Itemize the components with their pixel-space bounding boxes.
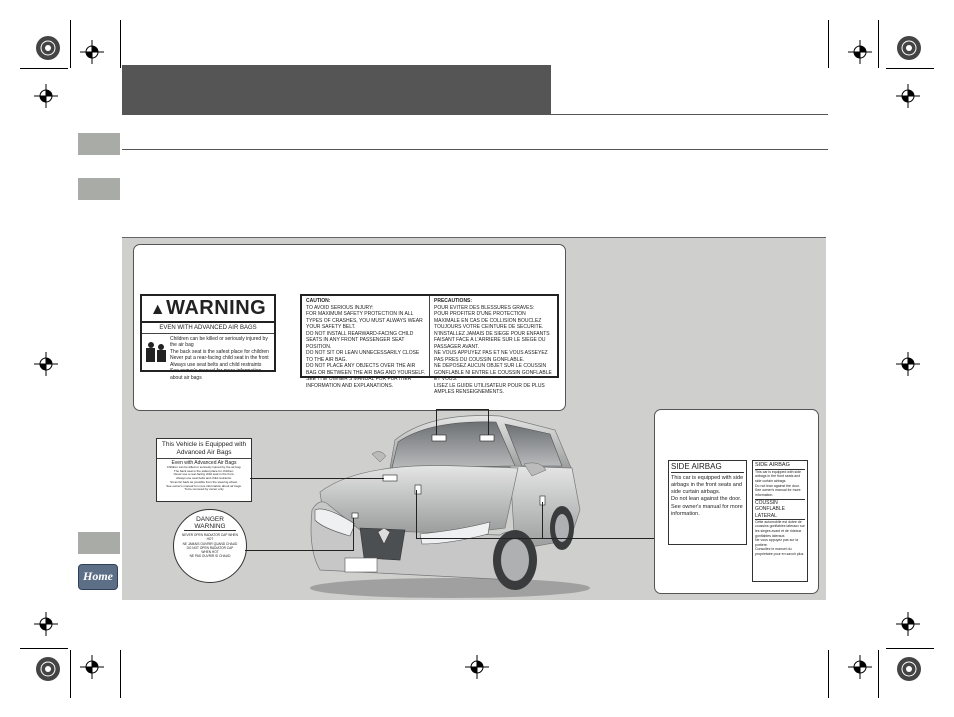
crop-line (886, 68, 934, 69)
warning-line: The back seat is the safest place for children (170, 348, 269, 355)
warning-subheading: EVEN WITH ADVANCED AIR BAGS (142, 325, 274, 334)
doorjamb-line: Children can be killed or seriously injured by the air bag. (166, 464, 242, 469)
warning-line: Children can be killed or seriously injured by the air bag (170, 335, 268, 348)
leader-line (436, 409, 489, 410)
danger-line: DO NOT OPEN RADIATOR CAP WHEN HOT (186, 545, 234, 554)
radiator-cap-danger-label (173, 509, 247, 583)
side-airbag-line: This car is equipped with side airbags in the front seats and side curtain airbags. (671, 475, 744, 496)
precautions-line: POUR PROFITER D'UNE PROTECTION MAXIMALE EN CAS DE COLLISION BOUCLEZ TOUJOURS VOTRE CEINTURE DE SECURITE. (434, 311, 544, 330)
caution-sub: TO AVOID SERIOUS INJURY: (306, 304, 374, 311)
doorjamb-line: Never use a rear-facing child seat in the front. (173, 472, 235, 477)
caution-column (302, 296, 430, 389)
crop-line (120, 20, 121, 68)
side-airbag-bilingual-label (752, 460, 808, 582)
caution-title: CAUTION: (306, 298, 331, 304)
crop-line (20, 68, 68, 69)
crosshair-mark (896, 352, 920, 376)
precautions-line: NE DEPOSEZ AUCUN OBJET SUR LE COUSSIN GONFLABLE NI ENTRE LE COUSSIN GONFLABLE ET VOUS. (434, 363, 552, 382)
crop-line (828, 20, 829, 68)
leader-line (542, 502, 543, 538)
leader-line (250, 478, 384, 479)
crop-line (878, 650, 879, 698)
crosshair-mark (896, 84, 920, 108)
doorjamb-sub: Even with Advanced Air Bags (171, 459, 237, 466)
leader-line (245, 550, 353, 551)
side-tab[interactable] (78, 178, 120, 200)
precautions-column (430, 296, 557, 395)
danger-heading: DANGER (196, 516, 224, 523)
warning-triangle-icon: ▲ (149, 301, 167, 318)
crop-line (120, 650, 121, 698)
home-button[interactable] (78, 564, 118, 590)
danger-line: NEVER OPEN RADIATOR CAP WHEN HOT (182, 533, 238, 542)
side-airbag-label (668, 460, 747, 545)
doorjamb-label (156, 438, 252, 502)
leader-line (436, 409, 437, 435)
side-tab[interactable] (78, 133, 120, 155)
doorjamb-title-2: Advanced Air Bags (157, 449, 251, 459)
crop-line (878, 20, 879, 68)
car-illustration (300, 410, 590, 600)
crop-line (70, 20, 71, 68)
crop-line (828, 650, 829, 698)
crosshair-mark (34, 612, 58, 636)
crop-line (70, 650, 71, 698)
danger-heading-2: WARNING (184, 523, 236, 531)
precautions-title: PRECAUTIONS: (434, 298, 473, 304)
caution-line: DO NOT PLACE ANY OBJECTS OVER THE AIR BAG OR BETWEEN THE AIR BAG AND YOURSELF. (306, 363, 426, 376)
doorjamb-line: Always use seat belts and child restraints. (176, 476, 232, 481)
precautions-sub: POUR EVITER DES BLESSURES GRAVES: (434, 304, 535, 311)
precautions-line: LISEZ LE GUIDE UTILISATEUR POUR DE PLUS AMPLES RENSEIGNEMENTS. (434, 382, 545, 395)
leader-line (416, 490, 417, 538)
side-airbag-fr-line: Consultez le manuel du proprietaire pour en savoir plus. (755, 547, 805, 556)
side-airbag-fr-heading-2: COUSSIN GONFLABLE LATERAL (755, 499, 805, 520)
side-airbag-fr-line: See owner's manual for more information. (755, 488, 801, 497)
registration-mark-bottom-left (34, 655, 62, 683)
doorjamb-footer: To be removed by owner only (184, 487, 224, 492)
crosshair-mark (896, 612, 920, 636)
crosshair-mark (465, 655, 489, 679)
leader-line (488, 409, 489, 435)
sunvisor-label (300, 294, 559, 395)
crosshair-mark (80, 655, 104, 679)
warning-line: See owner's manual for more information about air bags (170, 368, 262, 381)
caution-line: FOR MAXIMUM SAFETY PROTECTION IN ALL TYPES OF CRASHES, YOU MUST ALWAYS WEAR YOUR SAFETY BELT. (306, 311, 423, 330)
warning-line: Never put a rear-facing child seat in the front (170, 355, 269, 361)
crosshair-mark (848, 655, 872, 679)
home-button-label: Home (83, 569, 113, 583)
side-airbag-line: See owner's manual for more information. (671, 503, 743, 517)
caution-line: SEE THE OWNER'S MANUAL FOR FURTHER INFORMATION AND EXPLANATIONS. (306, 376, 412, 389)
child-seat-airbag-icon (144, 338, 168, 368)
warning-label (140, 294, 276, 381)
chapter-title-bar (122, 65, 551, 114)
warning-heading: ▲WARNING (142, 296, 274, 323)
doorjamb-line: See owner's manual for more information about air bags. (166, 483, 242, 488)
registration-mark-top-right (895, 34, 923, 62)
caution-line: DO NOT SIT OR LEAN UNNECESSARILY CLOSE TO THE AIR BAG. (306, 350, 420, 363)
danger-line: NE JAMAIS OUVRIR QUAND CHAUD (182, 541, 238, 546)
warning-line: Always use seat belts and child restraints (170, 361, 262, 368)
crop-line (20, 648, 68, 649)
doorjamb-line: The back seat is the safest place for children. (173, 468, 235, 473)
side-tab-index[interactable] (78, 532, 120, 554)
precautions-line: NE VOUS APPUYEZ PAS ET NE VOUS ASSEYEZ PAS PRES DU COUSSIN GONFLABLE. (434, 350, 548, 363)
side-airbag-fr-heading: SIDE AIRBAG (755, 462, 805, 470)
danger-line: NE PAS OUVRIR SI CHAUD (189, 554, 231, 559)
side-airbag-fr-line: Cette automobile est dotee de coussins gonflables lateraux sur les sieges avant et de rideaux gonflables lateraux. (755, 519, 805, 538)
registration-mark-top-left (34, 34, 62, 62)
side-airbag-fr-line: Ne vous appuyez pas sur la portiere. (755, 538, 799, 547)
crosshair-mark (848, 40, 872, 64)
leader-line (416, 538, 654, 539)
section-rule (122, 149, 828, 150)
leader-line (353, 518, 354, 551)
doorjamb-title: This Vehicle is Equipped with (161, 441, 247, 448)
caution-line: DO NOT INSTALL REARWARD-FACING CHILD SEATS IN ANY FRONT PASSENGER SEAT POSITION. (306, 330, 414, 350)
side-airbag-heading: SIDE AIRBAG (671, 462, 744, 473)
doorjamb-line: Sit as far back as possible from the steering wheel. (170, 479, 238, 484)
crosshair-mark (80, 40, 104, 64)
crop-line (886, 648, 934, 649)
header-rule (122, 114, 828, 115)
side-airbag-line: Do not lean against the door. (671, 496, 742, 503)
side-airbag-fr-line: This car is equipped with side airbags in the front seats and side curtain airbags. (755, 469, 801, 483)
side-airbag-fr-line: Do not lean against the door. (755, 483, 800, 488)
crosshair-mark (34, 352, 58, 376)
crosshair-mark (34, 84, 58, 108)
registration-mark-bottom-right (895, 655, 923, 683)
precautions-line: N'INSTALLEZ JAMAIS DE SIEGE POUR ENFANTS FAISANT FACE A L'ARRIERE SUR LE SIEGE DU PASSAGER AVANT. (434, 330, 550, 350)
